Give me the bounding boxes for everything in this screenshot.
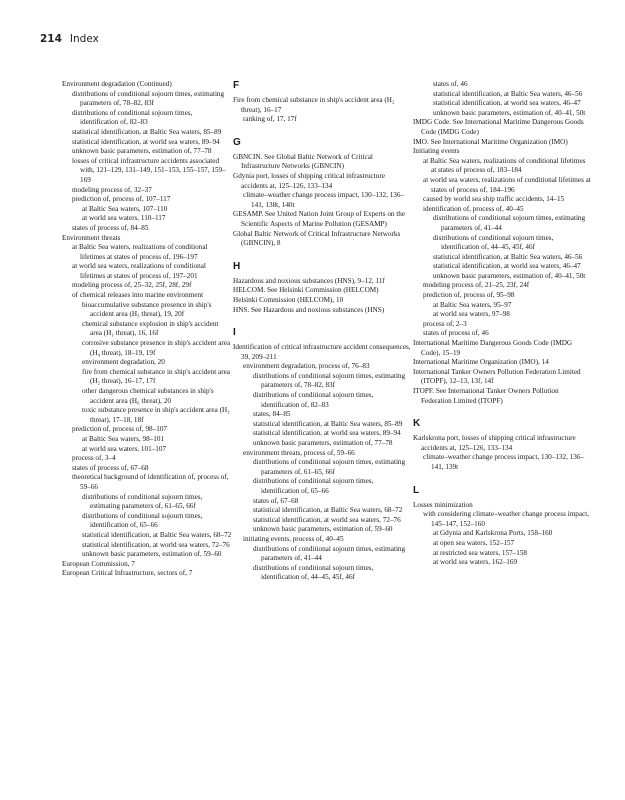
index-column-3 — [413, 80, 591, 568]
index-entry: corrosive substance presence in ship's accident area (H₄ threat), 18–19, 19f — [82, 339, 231, 357]
index-entry: Fire from chemical substance in ship's accident area (H₂ threat), 16–17 — [233, 96, 395, 114]
index-entry: statistical identification, at world sea waters, 46–47 — [433, 99, 581, 108]
index-entry: Initiating events — [413, 147, 460, 156]
index-entry: distributions of conditional sojourn times, estimating parameters of, 41–44 — [433, 214, 586, 232]
index-letter-heading: G — [233, 136, 241, 148]
index-entry: International Maritime Organization (IMO), 14 — [413, 358, 549, 367]
index-entry: at world sea waters, 162–169 — [433, 558, 518, 567]
index-entry: unknown basic parameters, estimation of, 77–78 — [72, 147, 212, 156]
index-entry: with considering climate–weather change process impact, 145–147, 152–160 — [423, 510, 590, 528]
index-entry: distributions of conditional sojourn times, identification of, 65–66 — [82, 511, 203, 530]
index-entry: statistical identification, at world sea waters, 46–47 — [433, 262, 581, 271]
index-entry: Helsinki Commission (HELCOM), 10 — [233, 295, 344, 304]
index-entry: states of process of, 46 — [423, 329, 489, 338]
index-entry: distributions of conditional sojourn times, identification of, 44–45, 45f, 46f — [433, 233, 554, 252]
index-entry: distributions of conditional sojourn times, identification of, 82–83 — [72, 108, 193, 127]
index-entry: at world sea waters, 101–107 — [82, 444, 167, 453]
index-entry: at world sea waters, realizations of conditional lifetimes at states of process of, 197–201 — [72, 262, 206, 280]
index-entry: at Baltic Sea waters, realizations of conditional lifetimes at states of process of, 183–184 — [423, 156, 586, 175]
index-entry: states of, 46 — [433, 80, 468, 88]
index-entry: identification of, process of, 40–45 — [423, 204, 524, 213]
index-entry: at Baltic Sea waters, realizations of conditional lifetimes at states of process of, 196–197 — [72, 243, 208, 261]
index-entry: statistical identification, at world sea waters, 89–94 — [253, 429, 401, 438]
index-entry: GBNCIN. See Global Baltic Network of Critical Infrastructure Networks (GBNCIN) — [233, 152, 373, 171]
index-entry: Losses minimization — [413, 500, 473, 509]
index-entry: of chemical releases into marine environment — [72, 291, 204, 300]
index-entry: unknown basic parameters, estimation of, 40–41, 50t — [433, 271, 586, 280]
index-entry: initiating events, process of, 40–45 — [243, 534, 344, 543]
index-entry: statistical identification, at Baltic Sea waters, 85–89 — [253, 419, 403, 428]
index-entry: process of, 2–3 — [423, 319, 467, 328]
index-entry: Identification of critical infrastructure accident consequences, 39, 209–211 — [233, 343, 411, 361]
index-entry: environment degradation, 20 — [82, 358, 165, 367]
index-letter-heading: K — [413, 418, 421, 430]
index-entry: at Baltic Sea waters, 107–110 — [82, 204, 168, 213]
index-entry: Gdynia port, losses of shipping critical infrastructure accidents at, 125–126, 133–134 — [233, 171, 385, 190]
index-entry: Hazardous and noxious substances (HNS), 9–12, 11f — [233, 276, 385, 285]
index-entry: statistical identification, at world sea waters, 72–76 — [82, 540, 230, 549]
index-entry: caused by world sea ship traffic accidents, 14–15 — [423, 195, 565, 204]
index-entry: losses of critical infrastructure accidents associated with, 121–129, 131–149, 151–153, 155–157, 159–169 — [72, 156, 226, 184]
index-entry: statistical identification, at Baltic Sea waters, 46–56 — [433, 252, 583, 261]
section-title: Index — [69, 33, 99, 45]
index-entry: environment degradation, process of, 76–83 — [243, 362, 370, 371]
index-entry: fire from chemical substance in ship's accident area (H₂ threat), 16–17, 17f — [82, 367, 230, 386]
index-entry: HELCOM. See Helsinki Commission (HELCOM) — [233, 286, 379, 295]
index-entry: statistical identification, at Baltic Sea waters, 46–56 — [433, 89, 583, 98]
index-entry: unknown basic parameters, estimation of, 59–60 — [253, 525, 393, 534]
index-entry: distributions of conditional sojourn times, identification of, 44–45, 45f, 46f — [253, 563, 374, 582]
index-entry: distributions of conditional sojourn times, identification of, 82–83 — [253, 391, 374, 409]
index-entry: Environment threats — [62, 233, 121, 242]
index-entry: prediction of, process of, 98–107 — [72, 425, 168, 434]
index-entry: IMO. See International Maritime Organization (IMO) — [413, 137, 568, 146]
index-letter-heading: F — [233, 80, 240, 91]
index-entry: states of process of, 84–85 — [72, 223, 149, 232]
index-entry: distributions of conditional sojourn times, estimating parameters of, 61–65, 66f — [253, 458, 406, 476]
index-entry: IMDG Code. See International Maritime Dangerous Goods Code (IMDG Code) — [413, 118, 584, 136]
index-entry: process of, 3–4 — [72, 454, 116, 463]
index-entry: at Gdynia and Karlskrona Ports, 158–160 — [433, 529, 553, 538]
index-entry: distributions of conditional sojourn times, estimating parameters of, 41–44 — [253, 544, 406, 563]
index-entry: at restricted sea waters, 157–158 — [433, 548, 528, 557]
index-entry: ITOPF. See International Tanker Owners Pollution Federation Limited (ITOPF) — [413, 387, 559, 405]
index-entry: HNS. See Hazardous and noxious substances (HNS) — [233, 305, 385, 314]
index-entry: toxic substance presence in ship's accident area (H₃ threat), 17–18, 18f — [82, 406, 230, 424]
index-entry: distributions of conditional sojourn times, identification of, 65–66 — [253, 477, 374, 495]
index-entry: ranking of, 17, 17f — [243, 115, 297, 124]
index-entry: at world sea waters, 97–98 — [433, 310, 510, 319]
index-entry: at Baltic Sea waters, 98–101 — [82, 434, 165, 443]
index-entry: modeling process of, 32–37 — [72, 185, 152, 194]
index-entry: climate–weather change process impact, 130–132, 136–141, 139t — [423, 453, 585, 471]
index-entry: European Critical Infrastructure, sectors of, 7 — [62, 569, 193, 578]
index-entry: modeling process of, 21–25, 23f, 24f — [423, 281, 530, 290]
index-entry: prediction of, process of, 107–117 — [72, 195, 171, 204]
index-entry: chemical substance explosion in ship's accident area (H₁ threat), 16, 16f — [82, 319, 219, 338]
index-entry: GESAMP. See United Nation Joint Group of Experts on the Scientific Aspects of Marine Pollution (GESAMP) — [233, 210, 406, 228]
index-letter-heading: I — [233, 327, 236, 339]
index-entry: statistical identification, at Baltic Sea waters, 85–89 — [72, 127, 222, 136]
index-entry: bioaccumulative substance presence in ship's accident area (H₅ threat), 19, 20f — [82, 300, 212, 319]
index-entry: European Commission, 7 — [62, 559, 135, 568]
index-entry: distributions of conditional sojourn times, estimating parameters of, 61–65, 66f — [82, 492, 203, 511]
index-entry: Environment degradation (Continued) — [62, 80, 172, 88]
index-entry: states of, 67–68 — [253, 496, 299, 505]
index-column-1 — [62, 80, 232, 579]
index-entry: unknown basic parameters, estimation of, 77–78 — [253, 439, 393, 448]
index-letter-heading: L — [413, 484, 420, 496]
index-entry: at Baltic Sea waters, 95–97 — [433, 300, 512, 309]
index-entry: statistical identification, at world sea waters, 72–76 — [253, 515, 401, 524]
index-entry: environment threats, process of, 59–66 — [243, 448, 355, 457]
index-entry: unknown basic parameters, estimation of, 40–41, 50t — [433, 108, 586, 117]
index-letter-heading: H — [233, 260, 241, 272]
index-entry: other dangerous chemical substances in ship's accident area (H₆ threat), 20 — [82, 387, 214, 405]
page-header — [40, 33, 99, 45]
index-entry: statistical identification, at world sea waters, 89–94 — [72, 137, 220, 146]
page-number: 214 — [40, 33, 62, 45]
index-entry: distributions of conditional sojourn times, estimating parameters of, 78–82, 83f — [72, 89, 225, 108]
index-entry: Karlskrona port, losses of shipping critical infrastructure accidents at, 125–126, 133–134 — [413, 434, 576, 452]
index-entry: distributions of conditional sojourn times, estimating parameters of, 78–82, 83f — [253, 371, 406, 390]
index-entry: states, 84–85 — [253, 410, 291, 419]
index-entry: at open sea waters, 152–157 — [433, 538, 515, 547]
index-entry: International Maritime Dangerous Goods Code (IMDG Code), 15–19 — [413, 339, 573, 357]
index-entry: at world sea waters, 110–117 — [82, 214, 166, 223]
index-entry: unknown basic parameters, estimation of, 59–60 — [82, 550, 222, 559]
index-entry: climate–weather change process impact, 130–132, 136–141, 138t, 140t — [243, 191, 405, 209]
index-entry: statistical identification, at Baltic Sea waters, 68–72 — [82, 530, 232, 539]
index-entry: theoretical background of identification of, process of, 59–66 — [72, 473, 229, 491]
index-entry: states of process of, 67–68 — [72, 463, 149, 472]
index-entry: statistical identification, at Baltic Sea waters, 68–72 — [253, 506, 403, 515]
index-entry: Global Baltic Network of Critical Infrastructure Networks (GBNCIN), 8 — [233, 229, 401, 248]
index-column-2 — [233, 80, 411, 583]
index-entry: modeling process of, 25–32, 25f, 28f, 29f — [72, 281, 192, 290]
index-entry: prediction of, process of, 95–98 — [423, 291, 515, 300]
index-entry: at world sea waters, realizations of conditional lifetimes at states of process of, 184–196 — [423, 175, 591, 194]
index-entry: International Tanker Owners Pollution Federation Limited (ITOPF), 12–13, 13f, 14f — [413, 367, 581, 386]
